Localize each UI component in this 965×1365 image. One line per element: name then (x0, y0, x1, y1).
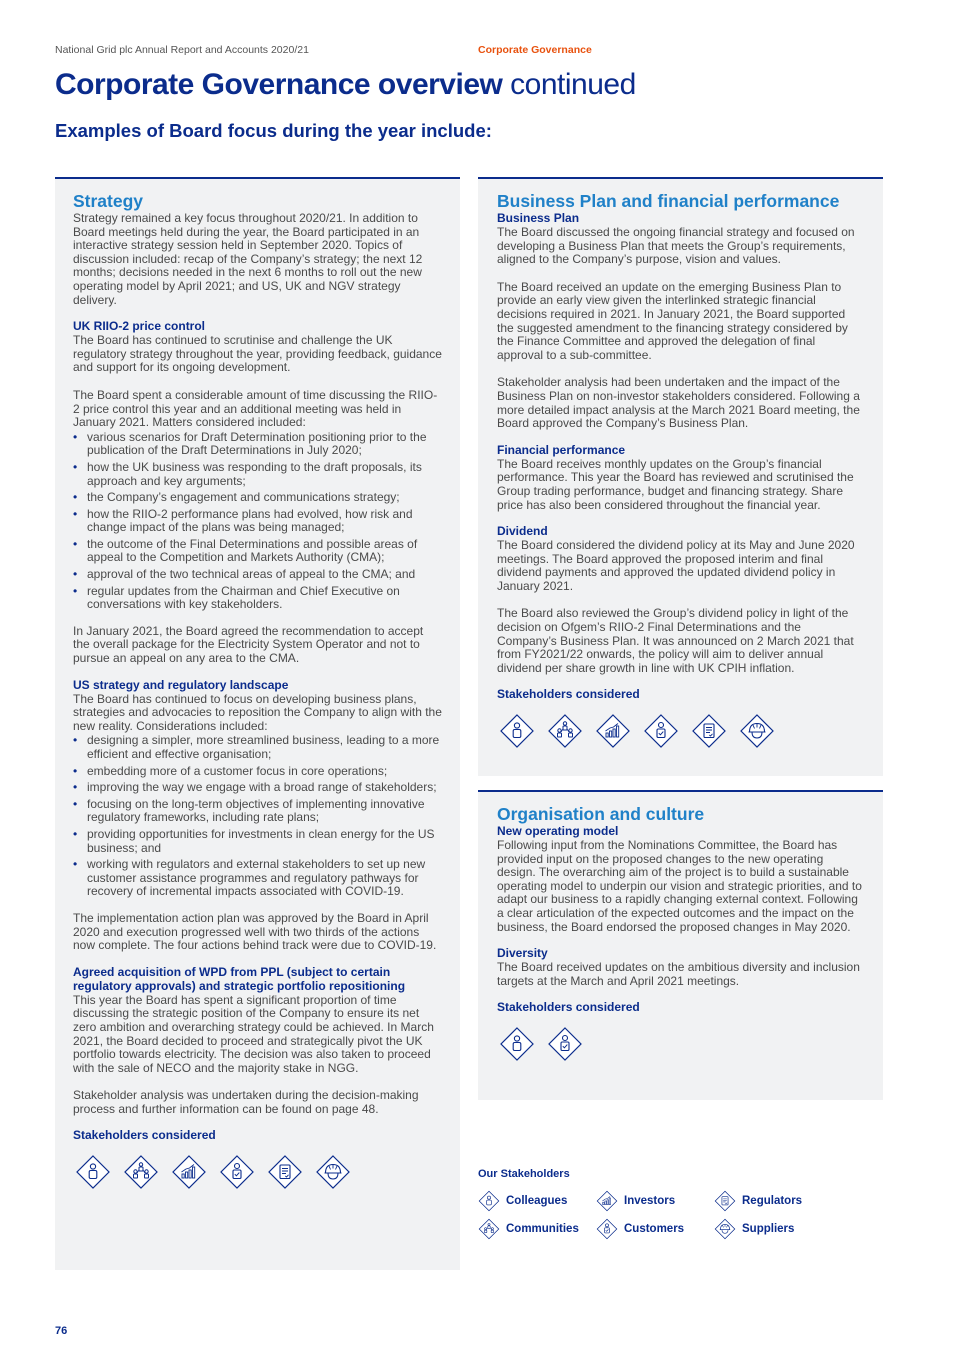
stakeholders-heading: Stakeholders considered (73, 1128, 216, 1143)
colleagues-icon (75, 1154, 111, 1190)
colleagues-icon (499, 1026, 535, 1062)
list-item: • how the RIIO-2 performance plans had evolved, how risk and change impact of the plans was being managed; (73, 508, 442, 535)
suppliers-icon (714, 1218, 736, 1240)
legend-customers (596, 1218, 684, 1240)
stakeholder-icons (499, 1026, 864, 1062)
customers-icon (219, 1154, 255, 1190)
dividend-paragraph-1: The Board considered the dividend policy at its May and June 2020 meetings. The Board approved the proposed interim and final dividend payments and approved the updated dividend policy in January 2021. (497, 538, 855, 593)
list-item: • embedding more of a customer focus in core operations; (73, 765, 442, 779)
suppliers-icon (315, 1154, 351, 1190)
page-title-main: Corporate Governance overview (55, 68, 503, 101)
operating-model-heading: New operating model (497, 824, 619, 838)
strategy-panel (55, 177, 460, 1270)
operating-model-paragraph: Following input from the Nominations Committee, the Board has provided input on the proposed changes to the new operating design. The overarching aim of the project is to build a sustainable operating model to underpin our vision and strategic priorities, and to adapt our business to a rapidly changing external context. Following a clear articulation of the expected outcomes and the impact on the business, the Board endorsed the proposed changes in May 2020. (497, 838, 862, 934)
list-item: • providing opportunities for investments in clean energy for the US business; and (73, 828, 442, 855)
business-plan-panel (478, 177, 883, 776)
page-title (55, 68, 636, 102)
colleagues-icon (478, 1190, 500, 1212)
bp-paragraph-3: Stakeholder analysis had been undertaken and the impact of the Business Plan on non-investor stakeholders considered. Following a more detailed impact analysis at the March 2021 Board meeting, the Board approved the Company’s Business Plan. (497, 375, 860, 431)
legend-communities (478, 1218, 579, 1240)
section-label: Corporate Governance (478, 44, 592, 56)
legend-label: Customers (624, 1223, 685, 1235)
communities-icon (547, 713, 583, 749)
legend-colleagues (478, 1190, 567, 1212)
us-paragraph-1: The Board has continued to focus on developing business plans, strategies and advocacies to reposition the Company to align with the new reality. Considerations included: (73, 691, 442, 733)
wpd-paragraph-1: This year the Board has spent a significant proportion of time discussing the strategic position of the Company to ensure its net zero ambition and overarching strategy could be achieved. In March 2021, the Board decided to proceed and strategically pivot the UK portfolio towards electricity. The decision was also taken to proceed with the sale of NECO and the majority stake in NGG. (73, 992, 434, 1075)
diversity-paragraph: The Board received updates on the ambitious diversity and inclusion targets at the March and April 2021 meetings. (497, 960, 860, 988)
dividend-paragraph-2: The Board also reviewed the Group’s dividend policy in light of the decision on Ofgem’s RIIO-2 Final Determinations and the Company’s Business Plan. It was announced on 2 March 2021 that from FY2021/22 onwards, the policy will aim to deliver annual dividend per share growth in line with UK CPIH inflation. (497, 606, 854, 675)
bp-heading: Business Plan (497, 211, 580, 225)
legend-suppliers (714, 1218, 794, 1240)
legend-label: Colleagues (506, 1195, 568, 1207)
legend-label: Regulators (742, 1195, 803, 1207)
list-item: • regular updates from the Chairman and Chief Executive on conversations with key stakeholders. (73, 585, 442, 612)
stakeholders-heading: Stakeholders considered (497, 687, 640, 702)
customers-icon (547, 1026, 583, 1062)
organisation-panel (478, 790, 883, 1100)
dividend-heading: Dividend (497, 524, 548, 539)
riio-bullet-list (73, 431, 442, 612)
strategy-paragraph: Strategy remained a key focus throughout 2020/21. In addition to Board meetings held during the year, the Board participated in an interactive strategy session held in September 2020. Topics of discussion included: recap of the Company’s strategy; the next 12 months; decisions needed in the next 6 months to roll out the new operating model by April 2021; and US, UK and NGV strategy delivery. (73, 211, 423, 307)
us-paragraph-2: The implementation action plan was approved by the Board in April 2020 and execution progressed well with two thirds of the actions now complete. The four actions behind track were due to COVID-19. (73, 910, 437, 953)
legend-regulators (714, 1190, 802, 1212)
investors-icon (596, 1190, 618, 1212)
diversity-heading: Diversity (497, 946, 548, 961)
legend-title: Our Stakeholders (478, 1168, 570, 1180)
page-number: 76 (55, 1325, 68, 1337)
list-item: • the Company’s engagement and communications strategy; (73, 491, 442, 505)
regulators-icon (267, 1154, 303, 1190)
legend-label: Communities (506, 1223, 579, 1235)
legend-investors (596, 1190, 675, 1212)
riio-paragraph-3: In January 2021, the Board agreed the recommendation to accept the overall package for the Electricity System Operator and not to pursue an appeal on any area to the CMA. (73, 623, 424, 666)
list-item: • approval of the two technical areas of appeal to the CMA; and (73, 568, 442, 582)
stakeholder-icons (75, 1154, 442, 1190)
legend-label: Suppliers (742, 1223, 795, 1235)
page-title-suffix: continued (502, 68, 636, 101)
page-subtitle: Examples of Board focus during the year include: (55, 120, 492, 141)
us-bullet-list (73, 734, 442, 899)
riio-paragraph-1: The Board has continued to scrutinise and challenge the UK regulatory strategy throughout the year, providing feedback, guidance and support for its ongoing development. (73, 333, 442, 375)
wpd-paragraph-2: Stakeholder analysis was undertaken during the decision-making process and further information can be found on page 48. (73, 1088, 419, 1116)
wpd-heading: Agreed acquisition of WPD from PPL (subject to certain regulatory approvals) and strategic portfolio repositioning (73, 964, 406, 993)
investors-icon (171, 1154, 207, 1190)
stakeholder-icons (499, 713, 864, 749)
riio-paragraph-2: The Board spent a considerable amount of time discussing the RIIO-2 price control this year and an additional meeting was held in January 2021. Matters considered included: (73, 387, 438, 430)
list-item: • working with regulators and external stakeholders to set up new customer assistance programmes and regulatory pathways for recovery of incremental impacts associated with COVID-19. (73, 858, 442, 899)
regulators-icon (691, 713, 727, 749)
business-plan-title: Business Plan and financial performance (497, 191, 840, 211)
riio-heading: UK RIIO-2 price control (73, 319, 206, 334)
list-item: • designing a simpler, more streamlined business, leading to a more efficient and effective organisation; (73, 734, 442, 761)
colleagues-icon (499, 713, 535, 749)
list-item: • focusing on the long-term objectives of implementing innovative regulatory frameworks, including rate plans; (73, 798, 442, 825)
list-item: • various scenarios for Draft Determination positioning prior to the publication of the Draft Determinations in July 2020; (73, 431, 442, 458)
list-item: • the outcome of the Final Determinations and possible areas of appeal to the Competition and Markets Authority (CMA); (73, 538, 442, 565)
customers-icon (643, 713, 679, 749)
document-title: National Grid plc Annual Report and Accounts 2020/21 (55, 44, 309, 56)
communities-icon (123, 1154, 159, 1190)
legend-label: Investors (624, 1195, 676, 1207)
suppliers-icon (739, 713, 775, 749)
bp-paragraph-2: The Board received an update on the emerging Business Plan to provide an early view given the interlinked strategic financial decisions required in 2021. In January 2021, the Board supported the suggested amendment to the financing strategy considered by the Finance Committee and approved the delegation of final approval to a sub-committee. (497, 279, 848, 362)
regulators-icon (714, 1190, 736, 1212)
fp-heading: Financial performance (497, 442, 626, 457)
us-heading: US strategy and regulatory landscape (73, 677, 289, 692)
communities-icon (478, 1218, 500, 1240)
list-item: • how the UK business was responding to the draft proposals, its approach and key arguments; (73, 461, 442, 488)
strategy-title: Strategy (73, 191, 144, 211)
list-item: • improving the way we engage with a broad range of stakeholders; (73, 781, 442, 795)
bp-paragraph-1: The Board discussed the ongoing financial strategy and focused on developing a Business Plan that meets the Group’s requirements, aligned to the Company’s purpose, vision and values. (497, 225, 855, 267)
stakeholders-heading: Stakeholders considered (497, 1000, 640, 1015)
organisation-title: Organisation and culture (497, 804, 705, 824)
customers-icon (596, 1218, 618, 1240)
fp-paragraph: The Board receives monthly updates on the Group’s financial performance. This year the Board has reviewed and scrutinised the Group trading performance, budget and financing strategy. Share price has also been considered throughout the financial year. (497, 456, 854, 512)
investors-icon (595, 713, 631, 749)
